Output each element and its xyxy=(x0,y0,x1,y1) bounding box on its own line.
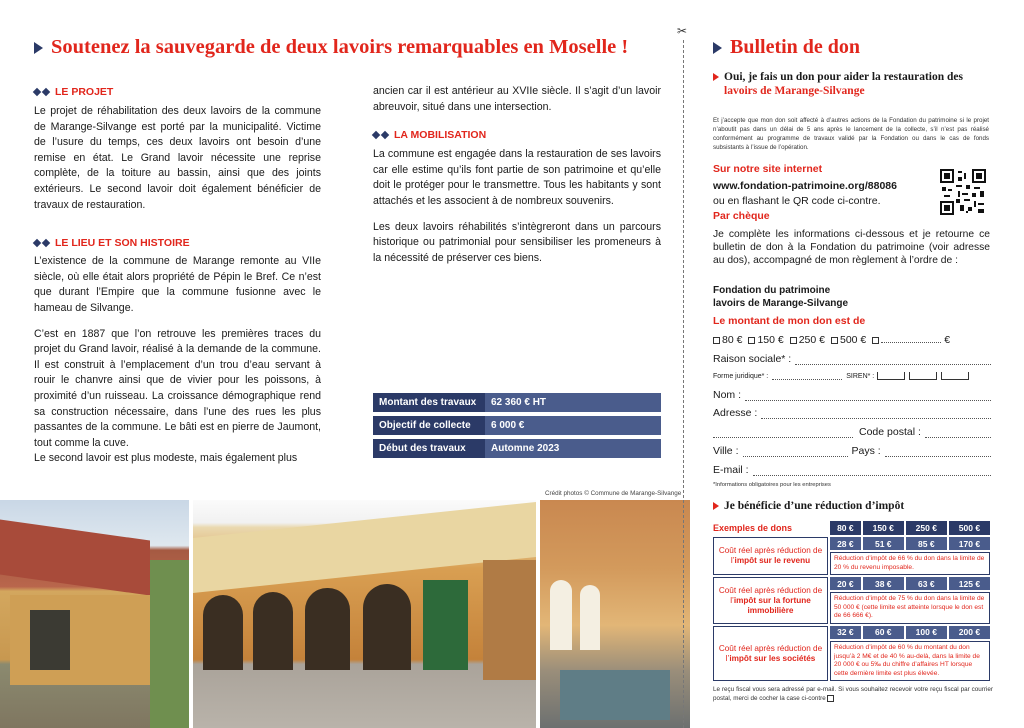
table-row: Coût réel après réduction de l’impôt sur les sociétés 32 € 60 € 100 € 200 € xyxy=(713,626,990,639)
column-1 xyxy=(34,86,321,467)
site-qr-text: ou en flashant le QR code ci-contre. xyxy=(713,195,881,207)
diamond-icon xyxy=(34,89,49,95)
amount-option-80[interactable]: 80 € xyxy=(713,334,742,346)
code-postal-row: Code postal : xyxy=(713,426,991,438)
bulletin-subtitle: Oui, je fais un don pour aider la restauration des lavoirs de Marange-Silvange xyxy=(713,70,993,98)
forme-juridique-field[interactable] xyxy=(772,379,842,380)
postal-receipt-checkbox[interactable] xyxy=(827,695,834,702)
lieu-text-2: C’est en 1887 que l’on retrouve les premières traces du projet du Grand lavoir, réalisé à la demande de la commune. Il est construit à l’emplacement d’un trou d’eau servant à rouir le chanvre ainsi que de vivier pour les poissons, à proximité d’un ruisseau. La croissance démographique rend sa construction nécessaire, dans l’une des rues les plus passantes de la commune. Le bâti est en pierre de Jaumont, tout comme la cuve. xyxy=(34,327,321,449)
tax-reduction-table xyxy=(711,519,992,683)
checkbox[interactable] xyxy=(872,337,879,344)
photo-lavoir-interior xyxy=(540,500,690,728)
bulletin-title: Bulletin de don xyxy=(730,36,861,58)
table-row-desc: Réduction d’impôt de 60 % du montant du don jusqu’à 2 M€ et de 40 % au-delà, dans la limite de 20 000 € ou 5‰ du chiffre d’affaires HT lorsque cette dernière limite est plus élevée. xyxy=(713,641,990,681)
other-amount-field[interactable] xyxy=(881,342,941,343)
checkbox[interactable] xyxy=(790,337,797,344)
cheque-text: Je complète les informations ci-dessous et je retourne ce bulletin de don à la Fondation du patrimoine (voir adresse au dos), accompagné de mon règlement à l’ordre de : xyxy=(713,229,990,266)
photo-lavoir-2 xyxy=(193,500,536,728)
email-field[interactable] xyxy=(753,464,991,476)
triangle-icon xyxy=(713,42,722,54)
nom-row: Nom : xyxy=(713,389,991,401)
adresse-row: Adresse : xyxy=(713,407,991,419)
ville-field[interactable] xyxy=(743,445,848,457)
small-triangle-icon xyxy=(713,502,719,510)
checkbox[interactable] xyxy=(831,337,838,344)
lieu-text-3: Le second lavoir est plus modeste, mais également plus xyxy=(34,452,298,465)
raison-sociale-field[interactable] xyxy=(795,353,991,365)
small-triangle-icon xyxy=(713,73,719,81)
email-row: E-mail : xyxy=(713,464,991,476)
info-row: Objectif de collecte 6 000 € xyxy=(373,416,661,435)
project-info-table xyxy=(373,389,661,462)
photo-credit: Crédit photos © Commune de Marange-Silvange xyxy=(545,490,682,497)
ville-pays-row: Ville : Pays : xyxy=(713,445,991,457)
pays-field[interactable] xyxy=(885,445,991,457)
projet-text: Le projet de réhabilitation des deux lavoirs de la commune de Marange-Silvange est porté par la municipalité. Victime de l’usure du temps, ces deux lavoirs ont besoin d’une remise en état. Le Grand lavoir nécessite une reprise complète, de la toiture au bassin, ainsi que des joints extérieurs. Le second lavoir doit également bénéficier de travaux de restauration. xyxy=(34,105,321,211)
site-url[interactable]: www.fondation-patrimoine.org/88086 xyxy=(713,180,897,192)
amount-option-other[interactable]: € xyxy=(872,334,950,346)
site-heading: Sur notre site internet xyxy=(713,163,823,175)
right-title-row xyxy=(713,36,860,59)
checkbox[interactable] xyxy=(713,337,720,344)
table-header-row: Exemples de dons 80 € 150 € 250 € 500 € xyxy=(713,521,990,535)
mobilisation-text-2: Les deux lavoirs réhabilités s’intègreront dans un parcours historique ou patrimonial pour sensibiliser les promeneurs à la nécessité de préserver ces biens. xyxy=(373,220,661,264)
lieu-text-1: L’existence de la commune de Marange remonte au VIIe siècle, où elle était alors propriété de Pépin le Bref. Ce n’est que durant l’Empire que la commune fusionne avec le hameau de Silvange. xyxy=(34,255,321,314)
section-heading-lieu: LE LIEU ET SON HISTOIRE xyxy=(34,237,321,249)
amount-option-250[interactable]: 250 € xyxy=(790,334,825,346)
adresse-field-2[interactable] xyxy=(713,426,853,438)
amount-options xyxy=(713,334,993,346)
section-heading-mobilisation: LA MOBILISATION xyxy=(373,129,661,141)
triangle-icon xyxy=(34,42,43,54)
column-2 xyxy=(373,84,661,266)
col2-top-text: ancien car il est antérieur au XVIIe siècle. Il s’agit d’un lavoir abreuvoir, situé dans une intersection. xyxy=(373,85,661,113)
table-row: Coût réel après réduction de l’impôt sur la fortune immobilière 20 € 38 € 63 € 125 € xyxy=(713,577,990,590)
siren-field[interactable] xyxy=(877,372,969,380)
table-row-desc: Réduction d’impôt de 66 % du don dans la limite de 20 % du revenu imposable. xyxy=(713,552,990,575)
info-row: Début des travaux Automne 2023 xyxy=(373,439,661,458)
checkbox[interactable] xyxy=(748,337,755,344)
conditions-text: Et j’accepte que mon don soit affecté à d’autres actions de la Fondation du patrimoine si le projet n’aboutit pas dans un délai de 5 ans après le lancement de la collecte, s’il n’est pas réalisé conformément au programme de travaux validé par la Fondation ou dans le cas de fonds subsistants à l’issue de l’opération. xyxy=(713,117,989,151)
footer-note: Le reçu fiscal vous sera adressé par e-mail. Si vous souhaitez recevoir votre reçu fiscal par courrier postal, merci de cocher la case ci-contre xyxy=(713,686,993,702)
ordre: Fondation du patrimoine lavoirs de Marange-Silvange xyxy=(713,285,849,309)
raison-sociale-row: Raison sociale* : xyxy=(713,353,991,365)
page-title: Soutenez la sauvegarde de deux lavoirs remarquables en Moselle ! xyxy=(51,36,629,58)
qr-code-icon[interactable] xyxy=(940,169,986,215)
code-postal-field[interactable] xyxy=(925,426,991,438)
photo-lavoir-1 xyxy=(0,500,189,728)
table-row: Coût réel après réduction de l’impôt sur le revenu 28 € 51 € 85 € 170 € xyxy=(713,537,990,550)
diamond-icon xyxy=(34,240,49,246)
cut-line xyxy=(683,40,684,728)
reduction-title-row: Je bénéficie d’une réduction d’impôt xyxy=(713,500,904,512)
mobilisation-text-1: La commune est engagée dans la restauration de ses lavoirs car elle estime qu’ils font partie de son patrimoine et qu’elle doit le protéger pour le transmettre. Tous les habitants y sont attachés et les associent à de nombreux souvenirs. xyxy=(373,148,661,207)
oblig-note: *Informations obligatoires pour les entreprises xyxy=(713,482,831,488)
info-row: Montant des travaux 62 360 € HT xyxy=(373,393,661,412)
montant-heading: Le montant de mon don est de xyxy=(713,315,866,327)
cheque-heading: Par chèque xyxy=(713,210,770,222)
table-row-desc: Réduction d’impôt de 75 % du don dans la limite de 50 000 € (cette limite est atteinte lorsque le don est de 66 666 €). xyxy=(713,592,990,624)
scissors-icon: ✂ xyxy=(677,24,688,38)
left-title-row xyxy=(34,36,628,59)
diamond-icon xyxy=(373,132,388,138)
section-heading-projet: LE PROJET xyxy=(34,86,321,98)
nom-field[interactable] xyxy=(745,389,991,401)
amount-option-150[interactable]: 150 € xyxy=(748,334,783,346)
amount-option-500[interactable]: 500 € xyxy=(831,334,866,346)
adresse-field[interactable] xyxy=(761,407,991,419)
forme-siren-row: Forme juridique* : SIREN* : xyxy=(713,372,991,380)
